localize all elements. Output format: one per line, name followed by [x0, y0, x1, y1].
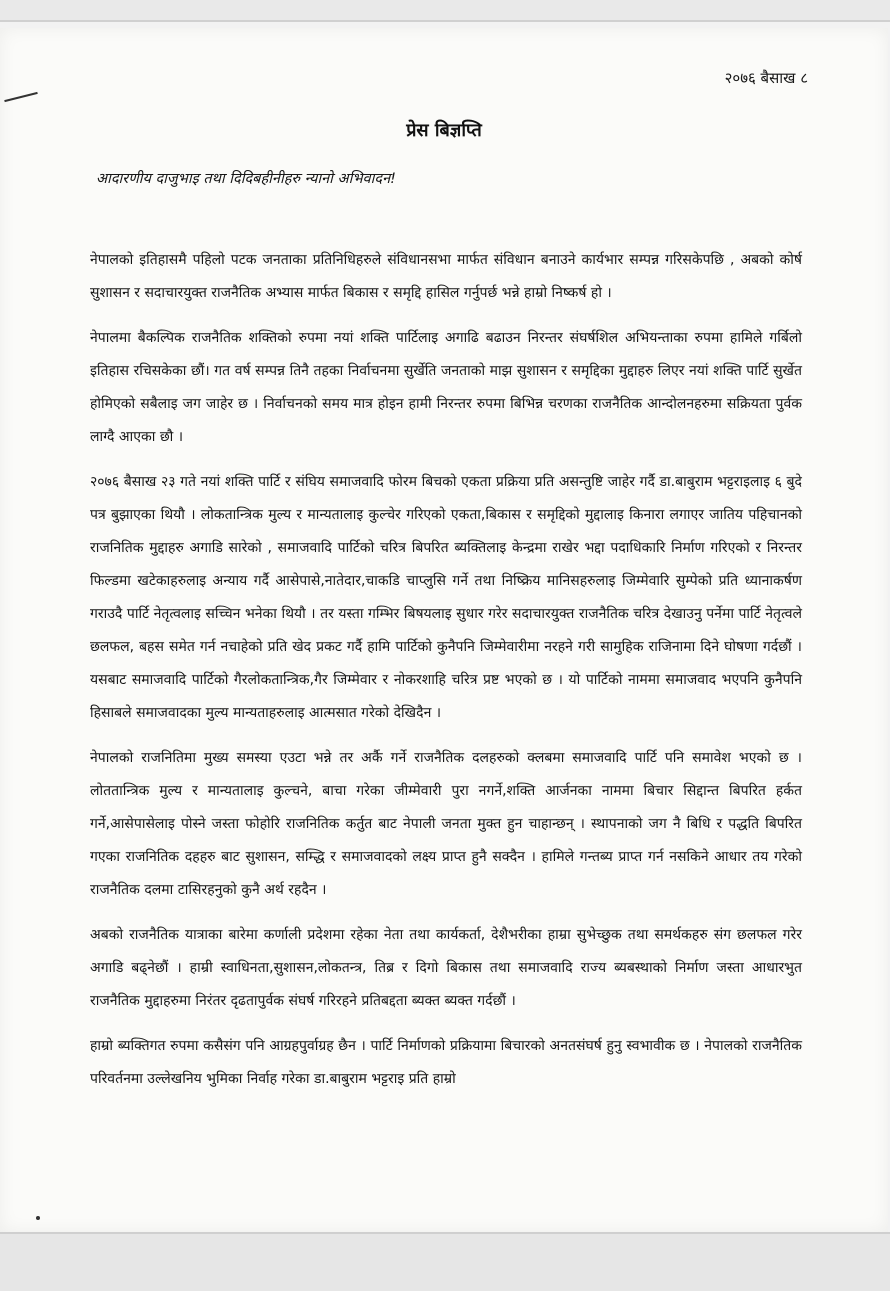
pen-stroke-mark — [4, 92, 37, 102]
greeting-line: आदारणीय दाजुभाइ तथा दिदिबहीनीहरु न्यानो अभिवादन! — [96, 171, 396, 187]
paragraph-4: नेपालको राजनितिमा मुख्य समस्या एउटा भन्ने तर अर्कै गर्ने राजनैतिक दलहरुको क्लबमा समाजवादि पार्टि पनि समावेश भएको छ । लोततान्त्रिक मुल्य र मान्यतालाइ कुल्चने, बाचा गरेका जीम्मेवारी पुरा नगर्ने,शक्ति आर्जनका नाममा बिचार सिद्दान्त बिपरित हर्कत गर्ने,आसेपासेलाइ पोस्ने जस्ता फोहोरि राजनितिक कर्तुत बाट नेपाली जनता मुक्त हुन चाहान्छन् । स्थापनाको जग नै बिधि र पद्धति बिपरित गएका राजनितिक दहहरु बाट सुशासन, सम्द्धि र समाजवादको लक्ष्य प्राप्त हुनै सक्दैन । हामिले गन्तब्य प्राप्त गर्न नसकिने आधार तय गरेको राजनैतिक दलमा टासिरहनुको कुनै अर्थ रहदैन । — [90, 750, 802, 898]
bottom-scan-border — [0, 1232, 890, 1291]
document-page — [0, 28, 888, 1232]
paragraph-3: २०७६ बैसाख २३ गते नयां शक्ति पार्टि र संघिय समाजवादि फोरम बिचको एकता प्रक्रिया प्रति असन्तुष्टि जाहेर गर्दै डा.बाबुराम भट्टराइलाइ ६ बुदे पत्र बुझाएका थियौ । लोकतान्त्रिक मुल्य र मान्यतालाइ कुल्चेर गरिएको एकता,बिकास र समृद्दिको मुद्दालाइ किनारा लगाएर जातिय पहिचानको राजनितिक मुद्दाहरु अगाडि सारेको , समाजवादि पार्टिको चरित्र बिपरित ब्यक्तिलाइ केन्द्रमा राखेर भद्दा पदाधिकारि निर्माण गरिएको र निरन्तर फिल्डमा खटेकाहरुलाइ अन्याय गर्दै आसेपासे,नातेदार,चाकडि चाप्लुसि गर्ने तथा निष्क्रिय मानिसहरुलाइ जिम्मेवारि सुम्पेको प्रति ध्यानाकर्षण गराउदै पार्टि नेतृत्वलाइ सच्चिन भनेका थियौ । तर यस्ता गम्भिर बिषयलाइ सुधार गरेर सदाचारयुक्त राजनैतिक चरित्र देखाउनु पर्नेमा पार्टि नेतृत्वले छलफल, बहस समेत गर्न नचाहेको प्रति खेद प्रकट गर्दै हामि पार्टिको कुनैपनि जिम्मेवारीमा नरहने गरी सामुहिक राजिनामा दिने घोषणा गर्दछौं । यसबाट समाजवादि पार्टिको गैरलोकतान्त्रिक,गैर जिम्मेवार र नोकरशाहि चरित्र प्रष्ट भएको छ । यो पार्टिको नाममा समाजवाद भएपनि कुनैपनि हिसाबले समाजवादका मुल्य मान्यताहरुलाइ आत्मसात गरेको देखिदैन । — [90, 474, 802, 721]
paragraph-5: अबको राजनैतिक यात्राका बारेमा कर्णाली प्रदेशमा रहेका नेता तथा कार्यकर्ता, देशैभरीका हाम्रा सुभेच्छुक तथा समर्थकहरु संग छलफल गरेर अगाडि बढ्नेछौं । हाम्री स्वाधिनता,सुशासन,लोकतन्त्र, तिब्र र दिगो बिकास तथा समाजवादि राज्य ब्यबस्थाको निर्माण जस्ता आधारभुत राजनैतिक मुद्दाहरुमा निरंतर दृढतापुर्वक संघर्ष गरिरहने प्रतिबद्दता ब्यक्त ब्यक्त गर्दछौं । — [90, 927, 802, 1009]
paragraph-2: नेपालमा बैकल्पिक राजनैतिक शक्तिको रुपमा नयां शक्ति पार्टिलाइ अगाढि बढाउन निरन्तर संघर्षशिल अभियन्ताका रुपमा हामिले गर्बिलो इतिहास रचिसकेका छौं। गत वर्ष सम्पन्न तिनै तहका निर्वाचनमा सुर्खेति जनताको माझ सुशासन र समृद्दिका मुद्दाहरु लिएर नयां शक्ति पार्टि सुर्खेत होमिएको सबैलाइ जग जाहेर छ । निर्वाचनको समय मात्र होइन हामी निरन्तर रुपमा बिभिन्न चरणका राजनैतिक आन्दोलनहरुमा सक्रियता पुर्वक लाग्दै आएका छौ । — [90, 330, 802, 445]
document-date: २०७६ बैसाख ८ — [724, 69, 808, 87]
paragraph-1: नेपालको इतिहासमै पहिलो पटक जनताका प्रतिनिधिहरुले संविधानसभा मार्फत संविधान बनाउने कार्यभार सम्पन्न गरिसकेपछि , अबको कोर्ष सुशासन र सदाचारयुक्त राजनैतिक अभ्यास मार्फत बिकास र समृद्दि हासिल गर्नुपर्छ भन्ने हाम्रो निष्कर्ष हो । — [90, 252, 802, 301]
top-scan-border — [0, 0, 890, 22]
ink-dot-mark — [36, 1216, 40, 1220]
document-body — [90, 244, 802, 1096]
paragraph-6: हाम्रो ब्यक्तिगत रुपमा कसैसंग पनि आग्रहपुर्वाग्रह छैन । पार्टि निर्माणको प्रक्रियामा बिचारको अनतसंघर्ष हुनु स्वभावीक छ । नेपालको राजनैतिक परिवर्तनमा उल्लेखनिय भुमिका निर्वाह गरेका डा.बाबुराम भट्टराइ प्रति हाम्रो — [90, 1038, 802, 1087]
document-title: प्रेस बिज्ञप्ति — [406, 120, 482, 141]
